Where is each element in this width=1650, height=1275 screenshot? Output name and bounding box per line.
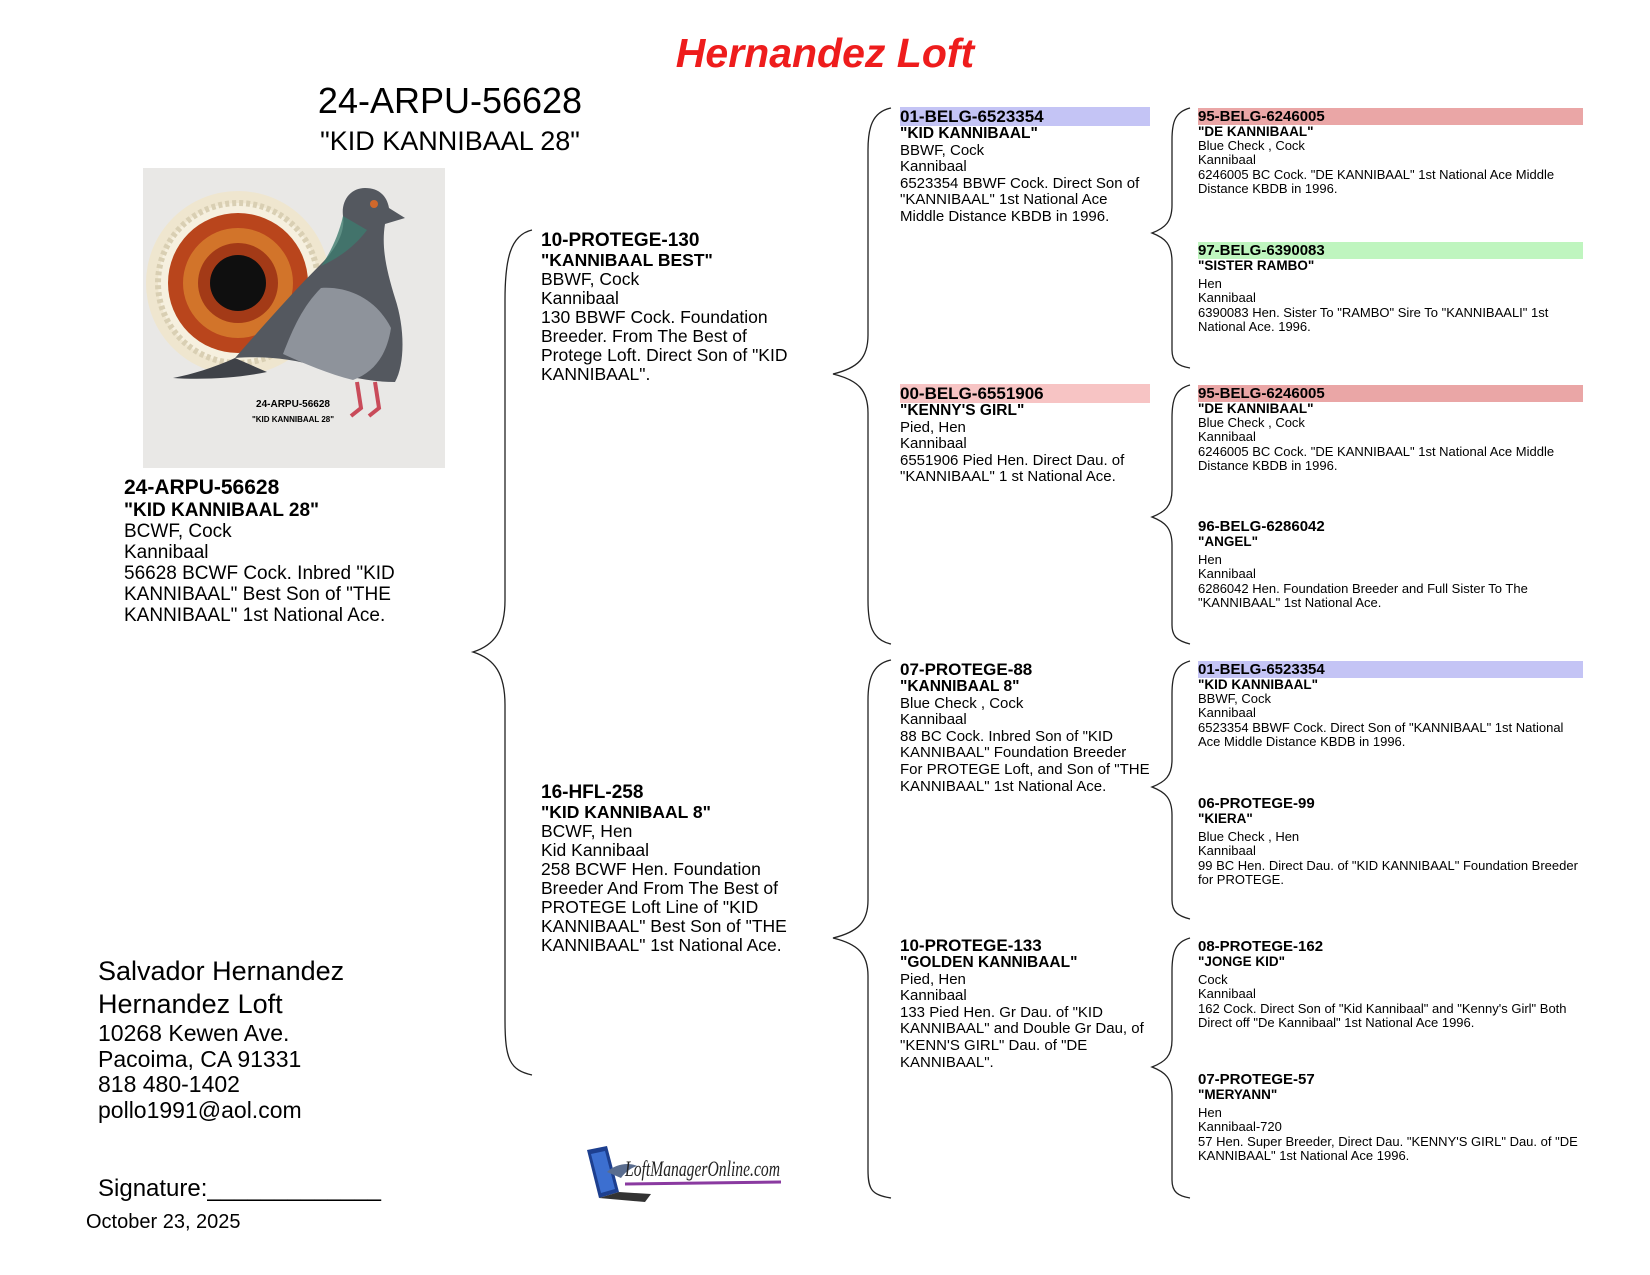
bird-band: 01-BELG-6523354 (900, 107, 1150, 126)
bird-notes: 6523354 BBWF Cock. Direct Son of "KANNIBAAL" 1st National Ace Middle Distance KBDB in 1996. (1198, 719, 1564, 749)
bird-band: 24-ARPU-56628 (124, 476, 280, 499)
bird-strain: Kannibaal (1198, 290, 1256, 306)
bird-color-sex: Hen (1198, 1105, 1222, 1121)
photo-band-caption: 24-ARPU-56628 (256, 399, 330, 410)
print-date: October 23, 2025 (86, 1211, 241, 1233)
brace-gen2-bottom (833, 660, 891, 1198)
bird-band: 06-PROTEGE-99 (1198, 795, 1315, 812)
owner-info (98, 955, 344, 1123)
bird-color-sex: BBWF, Cock (1198, 691, 1271, 707)
bird-name: "KID KANNIBAAL 28" (124, 500, 320, 521)
bird-color-sex: BCWF, Cock (124, 521, 232, 542)
header-bird-name: "KID KANNIBAAL 28" (320, 126, 580, 156)
bird-notes: 57 Hen. Super Breeder, Direct Dau. "KENNY'S GIRL" Dau. of "DE KANNIBAAL" 1st National Ace 1996. (1198, 1133, 1578, 1163)
bird-notes: 56628 BCWF Cock. Inbred "KID KANNIBAAL" Best Son of "THE KANNIBAAL" 1st National Ace. (124, 563, 395, 626)
bird-name: "KENNY'S GIRL" (900, 402, 1025, 419)
bird-strain: Kannibaal (1198, 566, 1256, 582)
owner-phone: 818 480-1402 (98, 1071, 240, 1097)
signature-line: Signature:_____________ (98, 1175, 381, 1202)
bird-band: 95-BELG-6246005 (1198, 385, 1583, 402)
bird-strain: Kannibaal (124, 542, 209, 563)
bird-color-sex: Blue Check , Hen (1198, 829, 1300, 845)
bird-color-sex: BBWF, Cock (900, 141, 985, 159)
bird-name: "KIERA" (1198, 811, 1253, 826)
bird-strain: Kannibaal (1198, 152, 1256, 168)
bird-name: "SISTER RAMBO" (1198, 258, 1315, 273)
bird-name: "KID KANNIBAAL 8" (541, 802, 711, 822)
bird-strain: Kannibaal (1198, 843, 1256, 859)
bird-name: "GOLDEN KANNIBAAL" (900, 954, 1078, 971)
bird-notes: 6523354 BBWF Cock. Direct Son of "KANNIBAAL" 1st National Ace Middle Distance KBDB in 1996. (900, 174, 1140, 225)
bird-band: 95-BELG-6246005 (1198, 108, 1583, 125)
bird-band: 10-PROTEGE-133 (900, 936, 1042, 955)
bird-name: "DE KANNIBAAL" (1198, 124, 1314, 139)
loft-title: Hernandez Loft (675, 30, 975, 76)
bird-notes: 99 BC Hen. Direct Dau. of "KID KANNIBAAL" Foundation Breeder for PROTEGE. (1198, 857, 1578, 887)
bird-notes: 6246005 BC Cock. "DE KANNIBAAL" 1st National Ace Middle Distance KBDB in 1996. (1198, 166, 1555, 196)
bird-notes: 130 BBWF Cock. Foundation Breeder. From The Best of Protege Loft. Direct Son of "KID KANNIBAAL". (541, 307, 788, 384)
bird-band: 97-BELG-6390083 (1198, 242, 1583, 259)
bird-notes: 6551906 Pied Hen. Direct Dau. of "KANNIBAAL" 1 st National Ace. (900, 451, 1125, 486)
bird-strain: Kannibaal-720 (1198, 1119, 1282, 1135)
bird-color-sex: BCWF, Hen (541, 821, 633, 841)
bird-band: 07-PROTEGE-57 (1198, 1071, 1315, 1088)
header-band-number: 24-ARPU-56628 (317, 80, 583, 121)
photo-name-caption: "KID KANNIBAAL 28" (251, 415, 335, 424)
bird-strain: Kannibaal (541, 288, 619, 308)
bird-strain: Kannibaal (900, 435, 967, 453)
bird-notes: 162 Cock. Direct Son of "Kid Kannibaal" and "Kenny's Girl" Both Direct off "De Kannibaal" 1st National Ace 1996. (1198, 1000, 1567, 1030)
bird-color-sex: BBWF, Cock (541, 269, 640, 289)
bird-band: 00-BELG-6551906 (900, 384, 1150, 403)
owner-email: pollo1991@aol.com (98, 1096, 302, 1123)
bird-name: "DE KANNIBAAL" (1198, 401, 1314, 416)
bird-notes: 6390083 Hen. Sister To "RAMBO" Sire To "KANNIBAALI" 1st National Ace. 1996. (1198, 304, 1549, 334)
bird-strain: Kannibaal (900, 711, 967, 729)
owner-address: 10268 Kewen Ave. (98, 1020, 290, 1046)
brace-gen2-top (833, 108, 891, 644)
brace-gen3-b (1152, 385, 1190, 644)
owner-name: Salvador Hernandez (98, 956, 345, 986)
bird-name: "ANGEL" (1198, 534, 1259, 549)
bird-notes: 88 BC Cock. Inbred Son of "KID KANNIBAAL" Foundation Breeder For PROTEGE Loft, and Son of "THE KANNIBAAL" 1st National Ace. (900, 727, 1150, 795)
bird-notes: 6286042 Hen. Foundation Breeder and Full Sister To The "KANNIBAAL" 1st National Ace. (1198, 580, 1528, 610)
loftmanager-logo (585, 1142, 785, 1206)
owner-city: Pacoima, CA 91331 (98, 1045, 302, 1072)
brace-gen1 (473, 230, 532, 1075)
bird-color-sex: Blue Check , Cock (900, 694, 1024, 712)
bird-strain: Kannibaal (1198, 705, 1256, 721)
bird-color-sex: Blue Check , Cock (1198, 138, 1305, 154)
bird-name: "KANNIBAAL BEST" (541, 250, 713, 270)
bird-strain: Kannibaal (900, 158, 967, 176)
bird-name: "JONGE KID" (1198, 954, 1286, 969)
bird-band: 01-BELG-6523354 (1198, 661, 1583, 678)
bird-band: 96-BELG-6286042 (1198, 518, 1325, 535)
bird-band: 07-PROTEGE-88 (900, 660, 1033, 679)
bird-strain: Kannibaal (1198, 429, 1256, 445)
bird-name: "KANNIBAAL 8" (900, 678, 1020, 695)
brace-gen3-d (1152, 938, 1190, 1198)
bird-color-sex: Pied, Hen (900, 970, 966, 988)
brace-gen3-a (1152, 108, 1190, 368)
brace-gen3-c (1152, 661, 1190, 919)
bird-name: "KID KANNIBAAL" (1198, 677, 1319, 692)
bird-notes: 133 Pied Hen. Gr Dau. of "KID KANNIBAAL" and Double Gr Dau, of "KENN'S GIRL" Dau. of "DE KANNIBAAL". (900, 1003, 1144, 1071)
bird-band: 08-PROTEGE-162 (1198, 938, 1324, 955)
bird-notes: 258 BCWF Hen. Foundation Breeder And From The Best of PROTEGE Loft Line of "KID KANNIBAAL" Best Son of "THE KANNIBAAL" 1st National Ace. (541, 859, 787, 955)
bird-strain: Kannibaal (900, 987, 967, 1005)
bird-color-sex: Hen (1198, 276, 1222, 292)
bird-notes: 6246005 BC Cock. "DE KANNIBAAL" 1st National Ace Middle Distance KBDB in 1996. (1198, 443, 1555, 473)
bird-color-sex: Cock (1198, 972, 1228, 988)
bird-name: "KID KANNIBAAL" (900, 125, 1038, 142)
logo-text: LoftManagerOnline.com (624, 1156, 780, 1181)
bird-band: 16-HFL-258 (541, 782, 644, 803)
bird-band: 10-PROTEGE-130 (541, 230, 700, 251)
bird-color-sex: Hen (1198, 552, 1222, 568)
owner-loft: Hernandez Loft (98, 989, 283, 1019)
bird-strain: Kannibaal (1198, 986, 1256, 1002)
bird-name: "MERYANN" (1198, 1087, 1278, 1102)
bird-color-sex: Pied, Hen (900, 418, 966, 436)
bird-strain: Kid Kannibaal (541, 840, 649, 860)
bird-color-sex: Blue Check , Cock (1198, 415, 1305, 431)
laptop-icon (585, 1142, 785, 1206)
